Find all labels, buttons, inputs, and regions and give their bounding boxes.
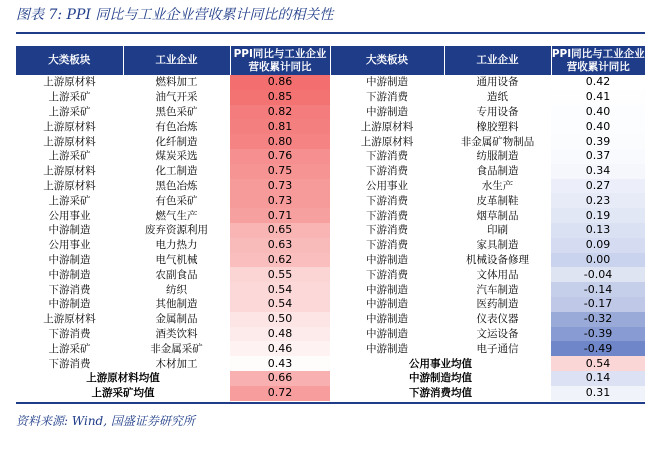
table-row [16, 253, 645, 268]
correlation-value: 0.75 [230, 164, 330, 179]
industry-cell: 木材加工 [155, 357, 198, 370]
correlation-value: 0.80 [230, 134, 330, 149]
industry-cell: 家具制造 [476, 239, 519, 252]
correlation-value: 0.13 [551, 223, 645, 238]
header-corr-left: PPI同比与工业企业营收累计同比 [230, 46, 330, 75]
sector-cell: 下游消费 [366, 209, 408, 222]
correlation-value: 0.55 [230, 267, 330, 282]
sector-cell: 上游原材料 [360, 120, 414, 133]
industry-cell: 燃料加工 [155, 76, 198, 89]
summary-label: 中游制造均值 [409, 372, 472, 385]
correlation-value: 0.50 [230, 312, 330, 327]
industry-cell: 农副食品 [155, 268, 198, 281]
correlation-value: -0.49 [551, 341, 645, 356]
industry-cell: 电子通信 [476, 342, 519, 355]
table-row [16, 179, 645, 194]
table-row [16, 267, 645, 282]
sector-cell: 下游消费 [366, 239, 408, 252]
sector-cell: 下游消费 [366, 194, 408, 207]
industry-cell: 橡胶塑料 [476, 120, 519, 133]
table-row [16, 238, 645, 253]
sector-cell: 下游消费 [366, 91, 408, 104]
header-corr-right: PPI同比与工业企业营收累计同比 [551, 46, 645, 75]
table-row [16, 208, 645, 223]
title-divider [16, 32, 645, 34]
industry-cell: 化纤制造 [155, 135, 198, 148]
correlation-value: 0.81 [230, 119, 330, 134]
correlation-value: -0.04 [551, 267, 645, 282]
sector-cell: 中游制造 [366, 313, 408, 326]
industry-cell: 机械设备修理 [466, 253, 529, 266]
industry-cell: 通用设备 [476, 76, 519, 89]
industry-cell: 其他制造 [155, 298, 198, 311]
table-row [16, 164, 645, 179]
summary-value: 0.54 [551, 356, 645, 371]
sector-cell: 中游制造 [366, 342, 408, 355]
sector-cell: 中游制造 [366, 298, 408, 311]
correlation-value: 0.48 [230, 327, 330, 342]
correlation-value: 0.43 [230, 356, 330, 371]
industry-cell: 纺织 [166, 283, 187, 296]
correlation-value: 0.41 [551, 90, 645, 105]
sector-cell: 中游制造 [366, 327, 408, 340]
industry-cell: 黑色采矿 [155, 105, 198, 118]
correlation-value: 0.76 [230, 149, 330, 164]
industry-cell: 电力热力 [155, 239, 198, 252]
correlation-value: 0.54 [230, 282, 330, 297]
sector-cell: 上游原材料 [360, 135, 414, 148]
sector-cell: 上游原材料 [43, 165, 96, 178]
correlation-value: 0.23 [551, 193, 645, 208]
summary-value: 0.14 [551, 371, 645, 386]
industry-cell: 燃气生产 [155, 209, 198, 222]
correlation-value: 0.39 [551, 134, 645, 149]
table-row [16, 386, 645, 401]
industry-cell: 酒类饮料 [155, 327, 198, 340]
summary-value: 0.66 [230, 371, 330, 386]
industry-cell: 油气开采 [155, 91, 198, 104]
industry-cell: 黑色冶炼 [155, 179, 198, 192]
industry-cell: 烟草制品 [476, 209, 519, 222]
correlation-value: 0.71 [230, 208, 330, 223]
sector-cell: 中游制造 [48, 224, 91, 237]
table-row [16, 75, 645, 90]
sector-cell: 公用事业 [366, 179, 408, 192]
header-sector-right: 大类板块 [330, 46, 444, 75]
correlation-value: 0.73 [230, 193, 330, 208]
figure-title: 图表 7: PPI 同比与工业企业营收累计同比的相关性 [16, 7, 334, 23]
correlation-value: 0.82 [230, 105, 330, 120]
table-row [16, 371, 645, 386]
sector-cell: 下游消费 [48, 283, 91, 296]
sector-cell: 上游采矿 [48, 105, 91, 118]
table-row [16, 312, 645, 327]
table-row [16, 297, 645, 312]
correlation-value: 0.42 [551, 75, 645, 90]
sector-cell: 中游制造 [366, 105, 408, 118]
industry-cell: 印刷 [487, 224, 508, 237]
sector-cell: 中游制造 [366, 76, 408, 89]
sector-cell: 上游原材料 [43, 76, 96, 89]
table-row [16, 223, 645, 238]
sector-cell: 公用事业 [48, 239, 91, 252]
correlation-value: 0.09 [551, 238, 645, 253]
table-row [16, 149, 645, 164]
sector-cell: 下游消费 [48, 357, 91, 370]
industry-cell: 非金属矿物制品 [460, 135, 535, 148]
industry-cell: 文体用品 [476, 268, 519, 281]
sector-cell: 下游消费 [366, 224, 408, 237]
sector-cell: 公用事业 [48, 209, 91, 222]
industry-cell: 纺服制造 [476, 150, 519, 163]
correlation-table [16, 46, 645, 401]
correlation-value: 0.54 [230, 297, 330, 312]
sector-cell: 上游采矿 [48, 342, 91, 355]
header-row [16, 46, 645, 75]
correlation-value: 0.62 [230, 253, 330, 268]
industry-cell: 食品制造 [476, 165, 519, 178]
table-row [16, 282, 645, 297]
industry-cell: 皮革制鞋 [476, 194, 519, 207]
table-row [16, 105, 645, 120]
correlation-value: 0.73 [230, 179, 330, 194]
correlation-value: 0.34 [551, 164, 645, 179]
sector-cell: 下游消费 [366, 165, 408, 178]
industry-cell: 专用设备 [476, 105, 519, 118]
correlation-value: -0.39 [551, 327, 645, 342]
industry-cell: 仪表仪器 [476, 313, 519, 326]
correlation-value: 0.46 [230, 341, 330, 356]
table-row [16, 90, 645, 105]
header-industry-right: 工业企业 [444, 46, 551, 75]
industry-cell: 电气机械 [155, 253, 198, 266]
table-row [16, 119, 645, 134]
correlation-value: 0.40 [551, 105, 645, 120]
sector-cell: 中游制造 [48, 298, 91, 311]
sector-cell: 上游采矿 [48, 150, 91, 163]
bottom-divider [16, 402, 645, 404]
sector-cell: 下游消费 [366, 150, 408, 163]
industry-cell: 非金属采矿 [150, 342, 203, 355]
sector-cell: 下游消费 [366, 268, 408, 281]
correlation-value: 0.85 [230, 90, 330, 105]
table-row [16, 327, 645, 342]
correlation-value: 0.63 [230, 238, 330, 253]
correlation-value: 0.37 [551, 149, 645, 164]
sector-cell: 上游采矿 [48, 194, 91, 207]
correlation-value: 0.65 [230, 223, 330, 238]
industry-cell: 化工制造 [155, 165, 198, 178]
correlation-value: 0.86 [230, 75, 330, 90]
industry-cell: 有色冶炼 [155, 120, 198, 133]
correlation-value: 0.00 [551, 253, 645, 268]
sector-cell: 上游原材料 [43, 313, 96, 326]
industry-cell: 有色采矿 [155, 194, 198, 207]
industry-cell: 煤炭采选 [155, 150, 198, 163]
correlation-value: 0.40 [551, 119, 645, 134]
industry-cell: 文运设备 [476, 327, 519, 340]
industry-cell: 废弃资源利用 [145, 224, 208, 237]
source-note: 资料来源: Wind, 国盛证券研究所 [16, 414, 195, 428]
correlation-value: 0.27 [551, 179, 645, 194]
sector-cell: 中游制造 [48, 268, 91, 281]
header-industry-left: 工业企业 [123, 46, 230, 75]
correlation-value: -0.14 [551, 282, 645, 297]
table-row [16, 356, 645, 371]
sector-cell: 上游采矿 [48, 91, 91, 104]
table-row [16, 193, 645, 208]
header-sector-left: 大类板块 [16, 46, 123, 75]
industry-cell: 汽车制造 [476, 283, 519, 296]
table-row [16, 134, 645, 149]
summary-value: 0.72 [230, 386, 330, 401]
industry-cell: 金属制品 [155, 313, 198, 326]
sector-cell: 上游原材料 [43, 179, 96, 192]
table-row [16, 341, 645, 356]
sector-cell: 中游制造 [366, 253, 408, 266]
industry-cell: 医药制造 [476, 298, 519, 311]
summary-label: 上游原材料均值 [86, 372, 160, 385]
sector-cell: 上游原材料 [43, 120, 96, 133]
correlation-value: -0.17 [551, 297, 645, 312]
summary-label: 上游采矿均值 [91, 387, 155, 400]
summary-label: 下游消费均值 [409, 387, 472, 400]
summary-label: 公用事业均值 [409, 357, 472, 370]
sector-cell: 中游制造 [48, 253, 91, 266]
industry-cell: 水生产 [481, 179, 514, 192]
sector-cell: 中游制造 [366, 283, 408, 296]
industry-cell: 造纸 [487, 91, 508, 104]
summary-value: 0.31 [551, 386, 645, 401]
sector-cell: 上游原材料 [43, 135, 96, 148]
correlation-value: 0.19 [551, 208, 645, 223]
correlation-value: -0.32 [551, 312, 645, 327]
sector-cell: 下游消费 [48, 327, 91, 340]
